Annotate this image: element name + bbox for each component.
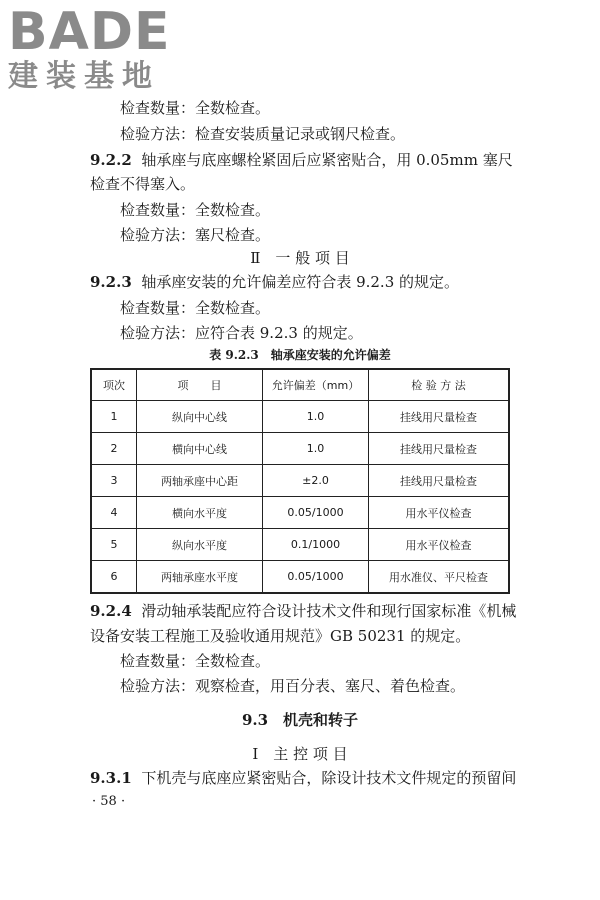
logo [8,4,188,94]
general-items-heading: Ⅱ 一 般 项 目 [250,249,350,267]
table-cell: 5 [91,529,137,561]
table-row [91,401,509,433]
clause-9-2-4 [90,601,516,621]
section-heading: 9.3 机壳和转子 [241,711,359,729]
logo-text-en: BADE [8,2,171,62]
table-cell: 挂线用尺量检查 [369,433,510,465]
table-cell: 0.1/1000 [263,529,369,561]
table-cell: 两轴承座水平度 [137,561,263,594]
header-cell: 项次 [91,369,137,401]
table-cell: 挂线用尺量检查 [369,465,510,497]
header-cell: 检 验 方 法 [369,369,510,401]
clause-number: 9.2.3 [90,273,132,291]
table-row [91,561,509,594]
clause-text: 轴承座与底座螺栓紧固后应紧密贴合，用 0.05mm 塞尺 [141,151,513,169]
clause-number: 9.2.2 [90,151,132,169]
check-method-line: 检验方法：检查安装质量记录或钢尺检查。 [120,125,406,143]
check-quantity-line: 检查数量：全数检查。 [120,99,271,117]
table-caption: 表 9.2.3 轴承座安装的允许偏差 [209,348,391,362]
main-items-heading: Ⅰ 主 控 项 目 [252,745,348,763]
clause-9-3-1 [90,768,516,788]
table-cell: 纵向中心线 [137,401,263,433]
clause-text: 滑动轴承装配应符合设计技术文件和现行国家标准《机械 [141,602,517,620]
table-cell: 1.0 [263,433,369,465]
table-cell: 用水平仪检查 [369,529,510,561]
clause-text: 轴承座安装的允许偏差应符合表 9.2.3 的规定。 [141,273,460,291]
clause-9-2-2 [90,150,513,170]
header-cell: 项 目 [137,369,263,401]
table-cell: 6 [91,561,137,594]
table-cell: 1 [91,401,137,433]
page-number: · 58 · [92,794,126,809]
check-quantity-line: 检查数量：全数检查。 [120,201,271,219]
clause-9-2-2-cont: 检查不得塞入。 [90,175,196,193]
table-row [91,529,509,561]
header-cell: 允许偏差（mm） [263,369,369,401]
logo-text-cn: 建装基地 [8,59,160,94]
table-cell: 挂线用尺量检查 [369,401,510,433]
check-method-line: 检验方法：应符合表 9.2.3 的规定。 [120,324,363,342]
table-cell: 纵向水平度 [137,529,263,561]
table-cell: 横向中心线 [137,433,263,465]
table-row [91,433,509,465]
check-quantity-line: 检查数量：全数检查。 [120,299,271,317]
table-cell: 1.0 [263,401,369,433]
table-row [91,465,509,497]
clause-number: 9.2.4 [90,602,132,620]
clause-9-2-3 [90,272,459,292]
table-row [91,497,509,529]
tolerance-table [90,368,510,594]
clause-number: 9.3.1 [90,769,132,787]
check-method-line: 检验方法：塞尺检查。 [120,226,271,244]
check-method-line: 检验方法：观察检查，用百分表、塞尺、着色检查。 [120,677,466,695]
clause-text: 下机壳与底座应紧密贴合，除设计技术文件规定的预留间 [141,769,517,787]
table-cell: 0.05/1000 [263,497,369,529]
table-header-row [91,369,509,401]
table-cell: 2 [91,433,137,465]
table-cell: 两轴承座中心距 [137,465,263,497]
clause-9-2-4-cont: 设备安装工程施工及验收通用规范》GB 50231 的规定。 [90,627,471,645]
table-cell: 用水准仪、平尺检查 [369,561,510,594]
check-quantity-line: 检查数量：全数检查。 [120,652,271,670]
table-cell: 用水平仪检查 [369,497,510,529]
table-cell: 横向水平度 [137,497,263,529]
table-cell: 3 [91,465,137,497]
table-cell: 0.05/1000 [263,561,369,594]
table-cell: ±2.0 [263,465,369,497]
table-cell: 4 [91,497,137,529]
